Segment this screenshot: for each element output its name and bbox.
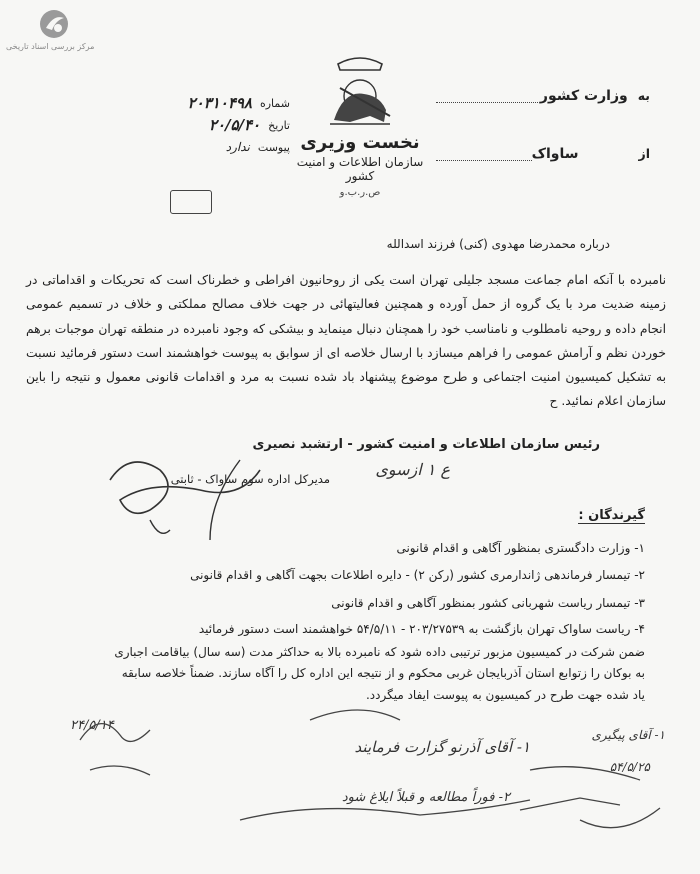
- emblem-org: سازمان اطلاعات و امنیت کشور: [296, 155, 424, 183]
- handnote-right-2: ۵۴/۵/۲۵: [609, 760, 650, 774]
- emblem-ref: ص.ر.ب.و: [339, 187, 381, 198]
- lion-and-sun-icon: [320, 50, 400, 132]
- recipient-item: ۳- تیمسار ریاست شهربانی کشور بمنظور آگاهی و اقدام قانونی: [331, 596, 645, 610]
- handwritten-signature: [90, 440, 280, 550]
- handnote-left-1: ۲۴/۵/۱۴: [70, 718, 114, 733]
- government-emblem: [290, 50, 430, 210]
- recipient-item: ضمن شرکت در کمیسیون مزبور ترتیبی داده شود که نامبرده بالا به حداکثر مدت (سه سال) بیاقامت اجباری: [114, 645, 645, 659]
- number-value: ۲۰۳۱۰۴۹۸: [187, 94, 252, 112]
- ministry-label: وزارت کشور: [539, 88, 628, 104]
- signature-mark: ع ۱ ازسوی: [375, 460, 450, 479]
- date-label: تاریخ: [268, 118, 290, 132]
- archive-watermark: [6, 8, 106, 52]
- attachment-label: پیوست: [257, 140, 290, 154]
- redacted-box: [170, 190, 212, 214]
- watermark-text: مرکز بررسی اسناد تاریخی: [6, 42, 95, 51]
- date-value: ۲۰/۵/۴۰: [208, 116, 261, 134]
- recipients-title: گیرندگان :: [578, 508, 645, 523]
- archive-logo-icon: [38, 8, 70, 40]
- subject-line: درباره محمدرضا مهدوی (کنی) فرزند اسدالله: [386, 237, 610, 251]
- to-underline: [436, 88, 540, 103]
- from-label: از: [638, 146, 650, 161]
- body-paragraph: نامبرده با آنکه امام جماعت مسجد جلیلی تهران است یکی از روحانیون افراطی و خطرناک است که تحریکات و اقداماتی در زمینه ضدیت مرد با یک گروه از حمل آورده و همچنین فعالیتهائی در جهت خلاف مصالح مملکتی و خلاف در تسمیم عمومی انجام داده و روحیه نامطلوب و نامناسب خود را همچنان دنبال مینماید و بیشکی که وجود نامبرده در منطقه تهران موجبات برهم خوردن نظم و آرامش عمومی را فراهم میسازد با ارسال خلاصه ای از سوابق به پیوست خواهشمند است دستور فرمائید نسبت به تشکیل کمیسیون امنیت اجتماعی و طرح موضوع پیشنهاد باد شده نسبت به مرد و اقدامات قانونی معمول و نتیجه را باین سازمان اعلام نمائید. ح: [26, 273, 666, 409]
- from-value: ساواک: [531, 146, 579, 162]
- recipient-item: ۴- ریاست ساواک تهران بازگشت به ۲۰۳/۲۷۵۳۹ - ۵۴/۵/۱۱ خواهشمند است دستور فرمائید: [198, 622, 645, 636]
- recipient-item: ۲- تیمسار فرماندهی ژاندارمری کشور (رکن ۲) - دایره اطلاعات بجهت آگاهی و اقدام قانونی: [190, 568, 645, 582]
- from-underline: [436, 146, 532, 161]
- recipient-item: یاد شده جهت طرح در کمیسیون به پیوست ایفاد میگردد.: [365, 688, 645, 702]
- number-label: شماره: [259, 96, 290, 110]
- handnote-center-2: ۲- فوراً مطالعه و قبلاً ایلاغ شود: [341, 790, 510, 805]
- handnote-right-1: ۱- آقای پیگیری: [591, 728, 665, 742]
- signatory-line: رئیس سازمان اطلاعات و امنیت کشور - ارتشبد نصیری: [252, 437, 600, 452]
- emblem-title: نخست وزیری: [300, 132, 420, 153]
- reference-block: [90, 92, 290, 158]
- recipient-item: به بوکان را زتوابع استان آذربایجان غربی محکوم و از نتیجه این اداره کل را آگاه سازند. ضمناً خلاصه سابقه: [121, 666, 645, 680]
- recipient-item: ۱- وزارت دادگستری بمنظور آگاهی و اقدام قانونی: [396, 541, 645, 555]
- to-label: به: [637, 88, 650, 103]
- handnote-center-1: ۱- آقای آذرنو گزارت فرمایند: [354, 738, 530, 756]
- attachment-value: ندارد: [225, 140, 250, 154]
- addressee-block: [430, 88, 650, 204]
- admin-line: مدیرکل اداره سوم ساواک - ثابتی: [170, 472, 330, 486]
- ink-scribbles: [60, 690, 680, 860]
